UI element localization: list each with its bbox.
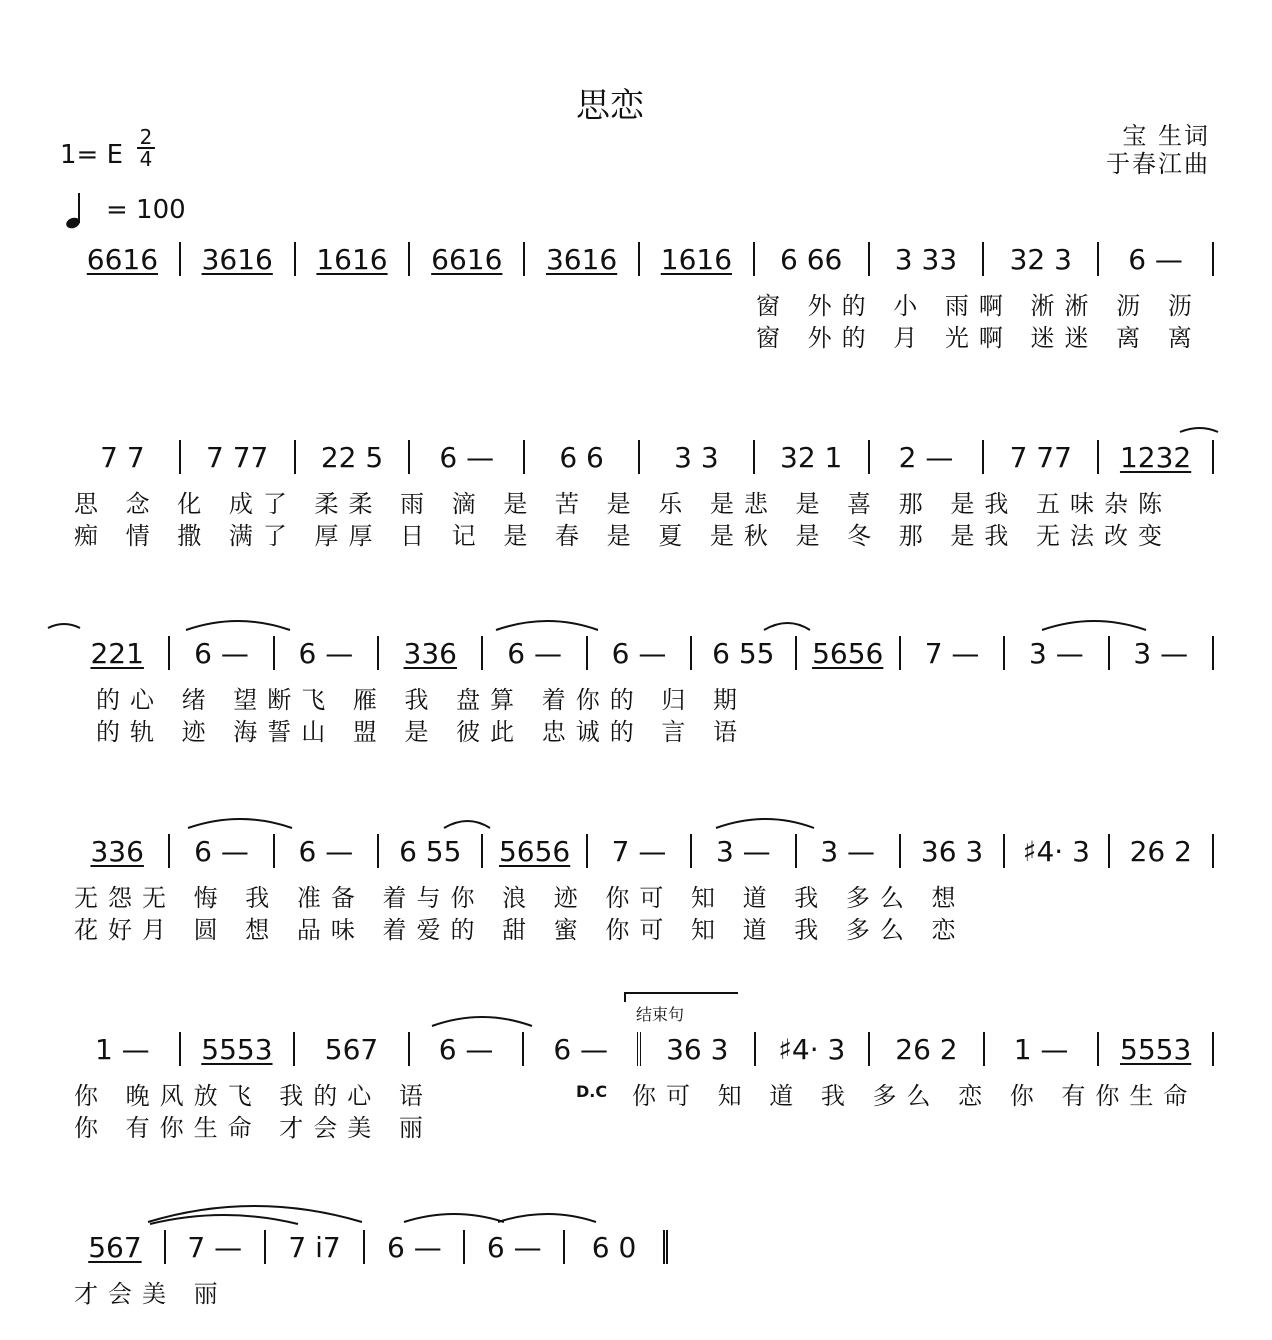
measure: 1 — [985,1032,1100,1066]
measure: 6 — [170,834,274,868]
measure: 6 — [465,1230,565,1264]
measure: 336 [66,834,170,868]
measure: 1616 [640,242,755,276]
lyric-line-1: 你 晚风放飞 我的心 语 [74,1082,433,1110]
time-top: 2 [139,125,153,149]
measure: 7 7 [66,440,181,474]
measure: 5656 [797,636,901,670]
slur [1042,621,1146,630]
measure: 1232 [1099,440,1214,474]
measure: 6 — [410,440,525,474]
key-signature: 1= E [60,140,124,170]
measure: 7 77 [984,440,1099,474]
measure: 7 i7 [266,1230,366,1264]
ending-label: 结束句 [636,1005,685,1024]
measure: 567 [295,1032,410,1066]
measure: 6616 [410,242,525,276]
lyric-line-1: 的心 绪 望断飞 雁 我 盘算 着你的 归 期 [96,686,748,714]
measure: 22 5 [296,440,411,474]
slur [432,1017,532,1026]
measure: 3 — [1005,636,1109,670]
measure: 26 2 [1110,834,1214,868]
slur [188,819,292,828]
slur [716,819,814,828]
measure: 6 66 [755,242,870,276]
measure: 7 77 [181,440,296,474]
measure: 36 3 [901,834,1005,868]
measure: 3 3 [640,440,755,474]
slur [444,821,490,828]
slur [498,1214,596,1222]
lyric-line-1: 窗 外的 小 雨啊 淅淅 沥 沥 [756,292,1202,320]
slur [764,623,810,630]
measure: 6 55 [692,636,796,670]
measure-repeat-end: 6 — [524,1032,641,1066]
measure: 221 [66,636,170,670]
measure: 5553 [181,1032,296,1066]
measure: ♯4· 3 [756,1032,871,1066]
measure: 5656 [483,834,587,868]
slur [1180,428,1218,432]
measure: 6 — [275,636,379,670]
slur [496,621,598,630]
lyric-line-2: 的轨 迹 海誓山 盟 是 彼此 忠诚的 言 语 [96,718,748,746]
measure-final: 6 0 [565,1230,668,1264]
lyricist-credit: 宝 生词 [1122,122,1210,150]
measure: 26 2 [870,1032,985,1066]
measure: 3616 [181,242,296,276]
measure: 7 — [166,1230,266,1264]
measure: 3616 [525,242,640,276]
slur [186,621,290,630]
measure: 6 — [170,636,274,670]
measure: 7 — [588,834,692,868]
measure: 567 [66,1230,166,1264]
measure: 2 — [870,440,985,474]
measure: 36 3 [641,1032,756,1066]
composer-credit: 于春江曲 [1106,150,1210,178]
measure: 32 3 [984,242,1099,276]
tempo-value: = 100 [106,195,186,225]
measure: 3 — [797,834,901,868]
lyric-line-1b: 你可 知 道 我 多么 恋 你 有你生命 [632,1082,1198,1110]
measure: ♯4· 3 [1005,834,1109,868]
slur [404,1214,504,1222]
measure: 3 — [1110,636,1214,670]
measure: 6 — [588,636,692,670]
time-bottom: 4 [139,147,153,171]
lyric-line-2: 你 有你生命 才会美 丽 [74,1114,433,1142]
measure: 6 — [1099,242,1214,276]
lyric-line-1: 无怨无 悔 我 准备 着与你 浪 迹 你可 知 道 我 多么 想 [74,884,966,912]
measure: 1616 [296,242,411,276]
lyric-line-1: 思 念 化 成了 柔柔 雨 滴 是 苦 是 乐 是悲 是 喜 那 是我 五味杂陈 [74,490,1173,518]
slur [148,1206,362,1222]
slur [48,624,80,628]
measure: 6 6 [525,440,640,474]
measure: 336 [379,636,483,670]
measure: 3 — [692,834,796,868]
lyric-line-2: 痴 情 撒 满了 厚厚 日 记 是 春 是 夏 是秋 是 冬 那 是我 无法改变 [74,522,1173,550]
measure: 5553 [1099,1032,1214,1066]
measure: 32 1 [755,440,870,474]
measure: 1 — [66,1032,181,1066]
measure: 6 — [483,636,587,670]
measure: 6616 [66,242,181,276]
lyric-line-2: 窗 外的 月 光啊 迷迷 离 离 [756,324,1202,352]
dc-mark: D.C [576,1082,608,1101]
measure: 6 55 [379,834,483,868]
measure: 7 — [901,636,1005,670]
lyric-line-1: 才会美 丽 [74,1280,228,1308]
lyric-line-2: 花好月 圆 想 品味 着爱的 甜 蜜 你可 知 道 我 多么 恋 [74,916,966,944]
song-title: 思恋 [576,86,644,126]
measure: 6 — [365,1230,465,1264]
measure: 6 — [410,1032,525,1066]
measure: 3 33 [870,242,985,276]
measure: 6 — [275,834,379,868]
